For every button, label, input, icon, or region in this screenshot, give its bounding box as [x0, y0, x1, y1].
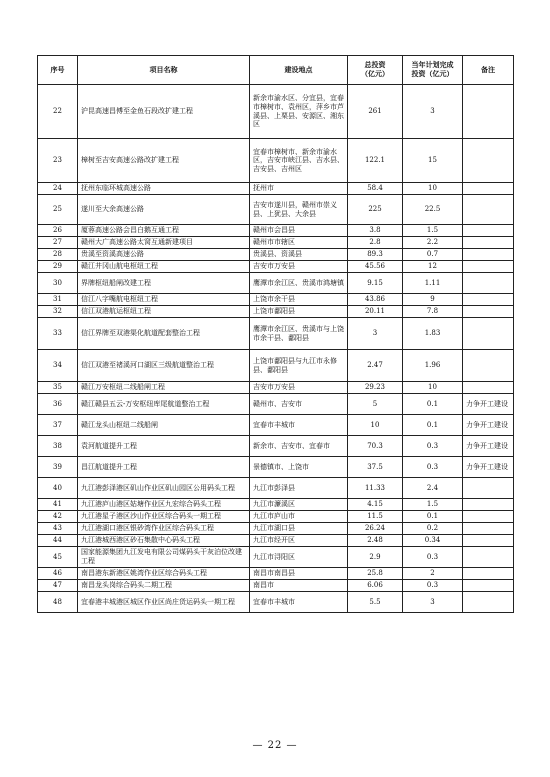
cell-note	[463, 225, 514, 237]
cell-seq: 24	[38, 183, 78, 195]
cell-project-name: 宜春港丰城港区城区作业区尚庄货运码头一期工程	[78, 592, 250, 613]
cell-annual-plan: 0.1	[403, 511, 463, 523]
header-total-investment: 总投资 （亿元）	[348, 56, 403, 85]
cell-project-name: 抚州东临环城高速公路	[78, 183, 250, 195]
cell-project-name: 贵溪至资溪高速公路	[78, 249, 250, 261]
cell-note	[463, 535, 514, 547]
cell-seq: 29	[38, 261, 78, 273]
cell-note	[463, 195, 514, 225]
cell-location: 吉安市遂川县，赣州市崇义县、上犹县、大余县	[250, 195, 348, 225]
table-row	[38, 249, 514, 261]
cell-seq: 37	[38, 415, 78, 436]
cell-note	[463, 237, 514, 249]
cell-total-investment: 11.5	[348, 511, 403, 523]
cell-seq: 25	[38, 195, 78, 225]
cell-seq: 35	[38, 382, 78, 394]
table-header-row	[38, 56, 514, 85]
cell-note	[463, 547, 514, 568]
table-row	[38, 294, 514, 306]
cell-note	[463, 85, 514, 139]
cell-note	[463, 499, 514, 511]
cell-seq: 22	[38, 85, 78, 139]
cell-seq: 26	[38, 225, 78, 237]
table-row	[38, 547, 514, 568]
cell-annual-plan: 2.2	[403, 237, 463, 249]
table-row	[38, 580, 514, 592]
cell-project-name: 九江港城西港区砂石集散中心码头工程	[78, 535, 250, 547]
cell-seq: 47	[38, 580, 78, 592]
cell-note	[463, 382, 514, 394]
cell-annual-plan: 3	[403, 592, 463, 613]
cell-location: 贵溪县、资溪县	[250, 249, 348, 261]
header-seq: 序号	[38, 56, 78, 85]
cell-total-investment: 58.4	[348, 183, 403, 195]
cell-location: 景德镇市、上饶市	[250, 457, 348, 478]
cell-note: 力争开工建设	[463, 394, 514, 415]
cell-location: 南昌市	[250, 580, 348, 592]
cell-project-name: 厦蓉高速公路会昌白鹅互通工程	[78, 225, 250, 237]
table-row	[38, 183, 514, 195]
cell-location: 赣州市市辖区	[250, 237, 348, 249]
cell-project-name: 信江双港至褚溪河口湖区三级航道整治工程	[78, 350, 250, 382]
cell-annual-plan: 1.5	[403, 499, 463, 511]
cell-annual-plan: 1.11	[403, 273, 463, 294]
cell-total-investment: 70.3	[348, 436, 403, 457]
cell-location: 新余市、吉安市、宜春市	[250, 436, 348, 457]
cell-location: 宜春市丰城市	[250, 415, 348, 436]
cell-seq: 34	[38, 350, 78, 382]
cell-total-investment: 5	[348, 394, 403, 415]
cell-location: 上饶市鄱阳县	[250, 306, 348, 318]
cell-note: 力争开工建设	[463, 436, 514, 457]
cell-location: 九江市经开区	[250, 535, 348, 547]
table-row	[38, 306, 514, 318]
cell-total-investment: 45.56	[348, 261, 403, 273]
table-row	[38, 457, 514, 478]
table-row	[38, 195, 514, 225]
cell-annual-plan: 0.3	[403, 457, 463, 478]
cell-project-name: 界牌枢纽船闸改建工程	[78, 273, 250, 294]
cell-location: 南昌市南昌县	[250, 568, 348, 580]
cell-project-name: 赣江赣县五云-万安枢纽库尾航道整治工程	[78, 394, 250, 415]
header-location: 建设地点	[250, 56, 348, 85]
project-table	[37, 55, 514, 613]
table-row	[38, 511, 514, 523]
cell-seq: 31	[38, 294, 78, 306]
cell-note	[463, 580, 514, 592]
cell-seq: 23	[38, 139, 78, 183]
cell-annual-plan: 2	[403, 568, 463, 580]
cell-total-investment: 2.48	[348, 535, 403, 547]
cell-annual-plan: 12	[403, 261, 463, 273]
cell-total-investment: 9.15	[348, 273, 403, 294]
table-row	[38, 382, 514, 394]
cell-seq: 28	[38, 249, 78, 261]
cell-note	[463, 249, 514, 261]
page-number: — 22 —	[252, 740, 298, 751]
cell-seq: 44	[38, 535, 78, 547]
cell-total-investment: 20.11	[348, 306, 403, 318]
table-row	[38, 225, 514, 237]
cell-project-name: 信江八字嘴航电枢纽工程	[78, 294, 250, 306]
table-row	[38, 350, 514, 382]
cell-project-name: 九江港彭泽港区矶山作业区矶山园区公用码头工程	[78, 478, 250, 499]
cell-project-name: 袁河航道提升工程	[78, 436, 250, 457]
header-annual-plan: 当年计划完成 投资（亿元）	[403, 56, 463, 85]
cell-location: 吉安市万安县	[250, 261, 348, 273]
cell-note	[463, 273, 514, 294]
cell-location: 上饶市鄱阳县与九江市永修县、鄱阳县	[250, 350, 348, 382]
cell-total-investment: 29.23	[348, 382, 403, 394]
cell-location: 九江市濂溪区	[250, 499, 348, 511]
cell-annual-plan: 10	[403, 183, 463, 195]
cell-note	[463, 294, 514, 306]
cell-project-name: 信江双港航运枢纽工程	[78, 306, 250, 318]
cell-annual-plan: 3	[403, 85, 463, 139]
header-project-name: 项目名称	[78, 56, 250, 85]
cell-note	[463, 568, 514, 580]
cell-total-investment: 6.06	[348, 580, 403, 592]
cell-location: 抚州市	[250, 183, 348, 195]
cell-annual-plan: 0.3	[403, 580, 463, 592]
cell-total-investment: 261	[348, 85, 403, 139]
table-row	[38, 523, 514, 535]
cell-annual-plan: 0.3	[403, 547, 463, 568]
cell-total-investment: 5.5	[348, 592, 403, 613]
cell-note	[463, 478, 514, 499]
cell-location: 吉安市万安县	[250, 382, 348, 394]
cell-note	[463, 139, 514, 183]
cell-seq: 45	[38, 547, 78, 568]
cell-seq: 30	[38, 273, 78, 294]
cell-note	[463, 523, 514, 535]
table-row	[38, 592, 514, 613]
cell-annual-plan: 0.1	[403, 415, 463, 436]
cell-location: 九江市湖口县	[250, 523, 348, 535]
cell-seq: 43	[38, 523, 78, 535]
cell-project-name: 沪昆高速昌傅至金鱼石段改扩建工程	[78, 85, 250, 139]
cell-total-investment: 10	[348, 415, 403, 436]
cell-note: 力争开工建设	[463, 415, 514, 436]
cell-annual-plan: 1.96	[403, 350, 463, 382]
cell-seq: 48	[38, 592, 78, 613]
cell-total-investment: 2.8	[348, 237, 403, 249]
cell-seq: 41	[38, 499, 78, 511]
table-row	[38, 261, 514, 273]
cell-total-investment: 89.3	[348, 249, 403, 261]
cell-annual-plan: 15	[403, 139, 463, 183]
cell-location: 九江市庐山市	[250, 511, 348, 523]
cell-total-investment: 37.5	[348, 457, 403, 478]
cell-total-investment: 2.9	[348, 547, 403, 568]
cell-project-name: 九江港庐山港区姑塘作业区九宏综合码头工程	[78, 499, 250, 511]
table-row	[38, 85, 514, 139]
cell-project-name: 赣州大广高速公路太窝互通新建项目	[78, 237, 250, 249]
cell-project-name: 昌江航道提升工程	[78, 457, 250, 478]
header-note: 备注	[463, 56, 514, 85]
cell-annual-plan: 10	[403, 382, 463, 394]
cell-note	[463, 592, 514, 613]
table-row	[38, 394, 514, 415]
cell-project-name: 南昌港东新港区姚湾作业区综合码头工程	[78, 568, 250, 580]
cell-total-investment: 225	[348, 195, 403, 225]
cell-seq: 39	[38, 457, 78, 478]
cell-seq: 33	[38, 318, 78, 350]
cell-annual-plan: 1.83	[403, 318, 463, 350]
cell-seq: 27	[38, 237, 78, 249]
cell-seq: 42	[38, 511, 78, 523]
cell-project-name: 南昌龙头岗综合码头二期工程	[78, 580, 250, 592]
cell-seq: 38	[38, 436, 78, 457]
cell-seq: 46	[38, 568, 78, 580]
cell-note	[463, 261, 514, 273]
cell-note	[463, 183, 514, 195]
cell-annual-plan: 0.2	[403, 523, 463, 535]
cell-project-name: 信江界牌至双港渠化航道配套整治工程	[78, 318, 250, 350]
cell-project-name: 遂川至大余高速公路	[78, 195, 250, 225]
cell-location: 宜春市丰城市	[250, 592, 348, 613]
cell-total-investment: 2.47	[348, 350, 403, 382]
cell-project-name: 国家能源集团九江发电有限公司煤码头干灰泊位改建工程	[78, 547, 250, 568]
cell-annual-plan: 9	[403, 294, 463, 306]
cell-project-name: 赣江万安枢纽二线船闸工程	[78, 382, 250, 394]
cell-project-name: 九江港湖口港区银砂湾作业区综合码头工程	[78, 523, 250, 535]
cell-project-name: 九江港星子港区沙山作业区综合码头一期工程	[78, 511, 250, 523]
cell-total-investment: 122.1	[348, 139, 403, 183]
cell-total-investment: 43.86	[348, 294, 403, 306]
cell-annual-plan: 0.34	[403, 535, 463, 547]
cell-annual-plan: 2.4	[403, 478, 463, 499]
cell-location: 九江市浔阳区	[250, 547, 348, 568]
cell-project-name: 赣江井冈山航电枢纽工程	[78, 261, 250, 273]
cell-location: 赣州市、吉安市	[250, 394, 348, 415]
table-row	[38, 535, 514, 547]
cell-total-investment: 26.24	[348, 523, 403, 535]
cell-location: 赣州市会昌县	[250, 225, 348, 237]
cell-annual-plan: 22.5	[403, 195, 463, 225]
cell-note	[463, 511, 514, 523]
table-row	[38, 415, 514, 436]
cell-location: 鹰潭市余江区、贵溪市鸿塘镇	[250, 273, 348, 294]
cell-total-investment: 3	[348, 318, 403, 350]
table-row	[38, 499, 514, 511]
cell-annual-plan: 7.8	[403, 306, 463, 318]
cell-note: 力争开工建设	[463, 457, 514, 478]
cell-seq: 32	[38, 306, 78, 318]
cell-location: 宜春市樟树市、新余市渝水区，吉安市峡江县、吉水县、吉安县、吉州区	[250, 139, 348, 183]
table-row	[38, 568, 514, 580]
cell-location: 新余市渝水区、分宜县，宜春市樟树市、袁州区，萍乡市芦溪县、上栗县、安源区、湘东区	[250, 85, 348, 139]
table-row	[38, 318, 514, 350]
table-row	[38, 478, 514, 499]
cell-total-investment: 11.33	[348, 478, 403, 499]
cell-total-investment: 3.8	[348, 225, 403, 237]
cell-seq: 40	[38, 478, 78, 499]
cell-location: 鹰潭市余江区、贵溪市与上饶市余干县、鄱阳县	[250, 318, 348, 350]
cell-location: 上饶市余干县	[250, 294, 348, 306]
cell-annual-plan: 0.3	[403, 436, 463, 457]
table-row	[38, 237, 514, 249]
cell-total-investment: 4.15	[348, 499, 403, 511]
cell-note	[463, 350, 514, 382]
cell-annual-plan: 1.5	[403, 225, 463, 237]
table-row	[38, 139, 514, 183]
cell-location: 九江市彭泽县	[250, 478, 348, 499]
cell-note	[463, 318, 514, 350]
cell-total-investment: 25.8	[348, 568, 403, 580]
cell-note	[463, 306, 514, 318]
table-row	[38, 273, 514, 294]
cell-project-name: 赣江龙头山枢纽二线船闸	[78, 415, 250, 436]
cell-project-name: 樟树至吉安高速公路改扩建工程	[78, 139, 250, 183]
cell-annual-plan: 0.7	[403, 249, 463, 261]
cell-annual-plan: 0.1	[403, 394, 463, 415]
table-row	[38, 436, 514, 457]
cell-seq: 36	[38, 394, 78, 415]
